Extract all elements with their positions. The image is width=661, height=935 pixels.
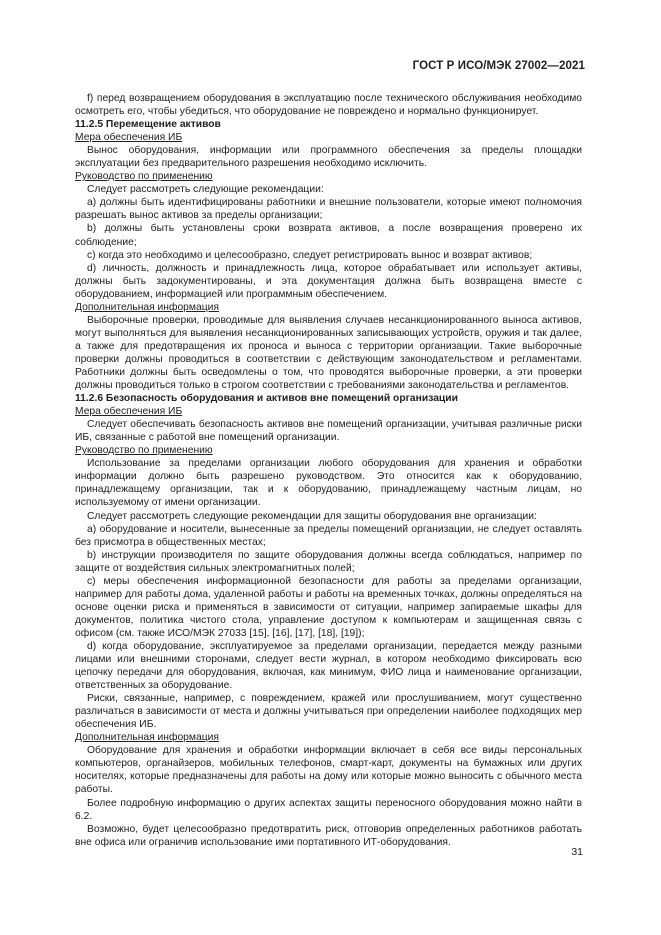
subheading-text: Дополнительная информация bbox=[75, 301, 219, 313]
section-heading-11-2-5 bbox=[75, 118, 582, 131]
subheading-text: Руководство по применению bbox=[75, 445, 213, 457]
section-heading-11-2-6: 11.2.6 Безопасность оборудования и активов вне помещений организации bbox=[75, 393, 458, 405]
paragraph: Оборудование для хранения и обработки информации включает в себя все виды персональных компьютеров, органайзеров, мобильных телефонов, смарт-карт, документы на бумажных или других носителях, которые предназначены для работы на дому или которые можно выносить с обычного места работы. bbox=[75, 745, 582, 796]
section-heading-text: 11.2.5 Перемещение активов bbox=[75, 119, 221, 131]
standard-header: ГОСТ Р ИСО/МЭК 27002—2021 bbox=[412, 60, 585, 72]
paragraph: Риски, связанные, например, с повреждением, кражей или прослушиванием, могут существенно различаться в зависимости от места и должны учитываться при определении наиболее подходящих мер обеспечения ИБ. bbox=[75, 693, 582, 731]
page-body bbox=[75, 92, 582, 849]
page-number: 31 bbox=[571, 846, 583, 858]
subheading bbox=[75, 301, 582, 314]
paragraph: Использование за пределами организации любого оборудования для хранения и обработки информации должно быть разрешено руководством. Это относится как к оборудованию, принадлежащему организации, так и к оборудованию, принадлежащему частным лицам, но используемому от имени организации. bbox=[75, 458, 582, 509]
subheading-text: Руководство по применению bbox=[75, 171, 213, 183]
list-item: d) когда оборудование, эксплуатируемое за пределами организации, передается между разными лицами или внешними сторонами, следует вести журнал, в котором необходимо фиксировать всю цепочку передачи для оборудования, включая, как минимум, ФИО лица и наименование организации, ответственных за оборудование. bbox=[75, 640, 582, 692]
subheading bbox=[75, 405, 582, 418]
list-item: d) личность, должность и принадлежность лица, которое обрабатывает или использует активы, должны быть задокументированы, и эта документация должна быть возвращена вместе с оборудованием, информацией или программным обеспечением. bbox=[75, 262, 582, 300]
subheading-text: Дополнительная информация bbox=[75, 732, 219, 744]
paragraph: Более подробную информацию о других аспектах защиты переносного оборудования можно найти в 6.2. bbox=[75, 797, 582, 822]
subheading bbox=[75, 170, 582, 183]
subheading bbox=[75, 444, 582, 457]
subheading bbox=[75, 131, 582, 144]
paragraph: Следует рассмотреть следующие рекомендации для защиты оборудования вне организации: bbox=[87, 510, 537, 522]
list-item: b) инструкции производителя по защите оборудования должны всегда соблюдаться, например по защите от воздействия сильных электромагнитных полей; bbox=[75, 549, 582, 574]
paragraph: Следует рассмотреть следующие рекомендации: bbox=[87, 184, 324, 196]
paragraph: Вынос оборудования, информации или программного обеспечения за пределы площадки эксплуатации без предварительного разрешения необходимо исключить. bbox=[75, 145, 582, 170]
subheading-text: Мера обеспечения ИБ bbox=[75, 132, 183, 144]
list-item: с) меры обеспечения информационной безопасности для работы за пределами организации, например для работы дома, удаленной работы и работы на временных точках, должны определяться на основе оценки риска и применяться в зависимости от ситуации, например запираемые шкафы для документов, политика чистого стола, управление доступом к компьютерам и защищенная связь с офисом (см. также ИСО/МЭК 27033 [15], [16], [17], [18], [19]); bbox=[75, 575, 582, 639]
subheading bbox=[75, 731, 582, 744]
list-item: с) когда это необходимо и целесообразно, следует регистрировать вынос и возврат активов; bbox=[87, 249, 533, 261]
paragraph: f) перед возвращением оборудования в эксплуатацию после технического обслуживания необходимо осмотреть его, чтобы убедиться, что оборудование не повреждено и нормально функционирует. bbox=[75, 93, 582, 118]
paragraph: Выборочные проверки, проводимые для выявления случаев несанкционированного выноса активов, могут выполняться для выявления несанкционированных записывающих устройств, оружия и так далее, а также для предотвращения их проноса и выноса с территории организации. Такие выборочные проверки должны проводиться в соответствии с действующим законодательством и регламентами. Работники должны быть осведомлены о том, что проводятся выборочные проверки, а эти проверки должны проводиться только в строгом соответствии с требованиями законодательства и регламентов. bbox=[75, 314, 582, 392]
list-item: а) оборудование и носители, вынесенные за пределы помещений организации, не следует оставлять без присмотра в общественных местах; bbox=[75, 523, 582, 548]
paragraph: Следует обеспечивать безопасность активов вне помещений организации, учитывая различные риски ИБ, связанные с работой вне помещений организации. bbox=[75, 419, 582, 444]
list-item: а) должны быть идентифицированы работники и внешние пользователи, которые имеют полномочия разрешать вынос активов за пределы организации; bbox=[75, 197, 582, 222]
list-item: b) должны быть установлены сроки возврата активов, а после возвращения проверено их соблюдение; bbox=[75, 223, 582, 248]
paragraph: Возможно, будет целесообразно предотвратить риск, отговорив определенных работников работать вне офиса или ограничив использование ими портативного ИТ-оборудования. bbox=[75, 823, 582, 848]
subheading-text: Мера обеспечения ИБ bbox=[75, 406, 183, 418]
